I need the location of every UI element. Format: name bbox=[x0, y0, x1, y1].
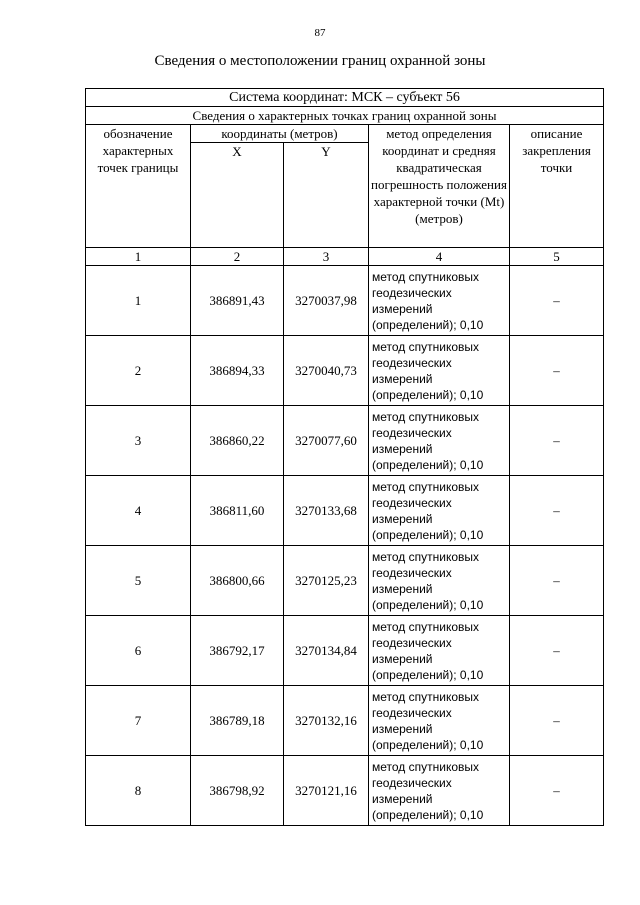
x-coordinate: 386789,18 bbox=[191, 686, 284, 756]
column-number-5: 5 bbox=[510, 248, 604, 266]
x-coordinate: 386860,22 bbox=[191, 406, 284, 476]
coordinate-system-cell: Система координат: МСК – субъект 56 bbox=[86, 89, 604, 107]
point-number: 4 bbox=[86, 476, 191, 546]
column-number-3: 3 bbox=[284, 248, 369, 266]
header-row-1 bbox=[86, 125, 604, 143]
header-y: Y bbox=[284, 143, 369, 248]
table-row bbox=[86, 266, 604, 336]
method-description: метод спутниковых геодезических измерений (определений); 0,10 bbox=[369, 406, 510, 476]
column-number-1: 1 bbox=[86, 248, 191, 266]
section-title-cell: Сведения о характерных точках границ охранной зоны bbox=[86, 107, 604, 125]
x-coordinate: 386798,92 bbox=[191, 756, 284, 826]
y-coordinate: 3270125,23 bbox=[284, 546, 369, 616]
x-coordinate: 386811,60 bbox=[191, 476, 284, 546]
point-number: 2 bbox=[86, 336, 191, 406]
point-number: 1 bbox=[86, 266, 191, 336]
page-number: 87 bbox=[314, 27, 326, 39]
fixing-description: – bbox=[510, 406, 604, 476]
y-coordinate: 3270040,73 bbox=[284, 336, 369, 406]
fixing-description: – bbox=[510, 266, 604, 336]
y-coordinate: 3270121,16 bbox=[284, 756, 369, 826]
fixing-description: – bbox=[510, 476, 604, 546]
header-point-designation: обозначение характерных точек границы bbox=[86, 125, 191, 248]
fixing-description: – bbox=[510, 616, 604, 686]
header-method: метод определения координат и средняя квадратическая погрешность положения характерной точки (Mt) (метров) bbox=[369, 125, 510, 248]
column-number-2: 2 bbox=[191, 248, 284, 266]
method-description: метод спутниковых геодезических измерений (определений); 0,10 bbox=[369, 686, 510, 756]
y-coordinate: 3270077,60 bbox=[284, 406, 369, 476]
header-coordinates: координаты (метров) bbox=[191, 125, 369, 143]
table-row bbox=[86, 336, 604, 406]
point-number: 7 bbox=[86, 686, 191, 756]
fixing-description: – bbox=[510, 756, 604, 826]
fixing-description: – bbox=[510, 686, 604, 756]
point-number: 8 bbox=[86, 756, 191, 826]
y-coordinate: 3270037,98 bbox=[284, 266, 369, 336]
table-row bbox=[86, 406, 604, 476]
table-row bbox=[86, 756, 604, 826]
x-coordinate: 386792,17 bbox=[191, 616, 284, 686]
method-description: метод спутниковых геодезических измерений (определений); 0,10 bbox=[369, 476, 510, 546]
method-description: метод спутниковых геодезических измерений (определений); 0,10 bbox=[369, 616, 510, 686]
section-title-row bbox=[86, 107, 604, 125]
y-coordinate: 3270132,16 bbox=[284, 686, 369, 756]
header-x: X bbox=[191, 143, 284, 248]
method-description: метод спутниковых геодезических измерений (определений); 0,10 bbox=[369, 336, 510, 406]
table-row bbox=[86, 476, 604, 546]
point-number: 6 bbox=[86, 616, 191, 686]
table-row bbox=[86, 546, 604, 616]
header-fixing-description: описание закрепления точки bbox=[510, 125, 604, 248]
column-number-4: 4 bbox=[369, 248, 510, 266]
method-description: метод спутниковых геодезических измерений (определений); 0,10 bbox=[369, 756, 510, 826]
point-number: 3 bbox=[86, 406, 191, 476]
method-description: метод спутниковых геодезических измерений (определений); 0,10 bbox=[369, 266, 510, 336]
column-number-row bbox=[86, 248, 604, 266]
y-coordinate: 3270133,68 bbox=[284, 476, 369, 546]
point-number: 5 bbox=[86, 546, 191, 616]
coordinate-system-row bbox=[86, 89, 604, 107]
method-description: метод спутниковых геодезических измерений (определений); 0,10 bbox=[369, 546, 510, 616]
fixing-description: – bbox=[510, 336, 604, 406]
document-title: Сведения о местоположении границ охранной зоны bbox=[154, 53, 486, 69]
x-coordinate: 386800,66 bbox=[191, 546, 284, 616]
boundary-points-table bbox=[85, 88, 604, 826]
fixing-description: – bbox=[510, 546, 604, 616]
x-coordinate: 386891,43 bbox=[191, 266, 284, 336]
table-row bbox=[86, 616, 604, 686]
table-row bbox=[86, 686, 604, 756]
x-coordinate: 386894,33 bbox=[191, 336, 284, 406]
y-coordinate: 3270134,84 bbox=[284, 616, 369, 686]
table-body bbox=[86, 89, 604, 826]
